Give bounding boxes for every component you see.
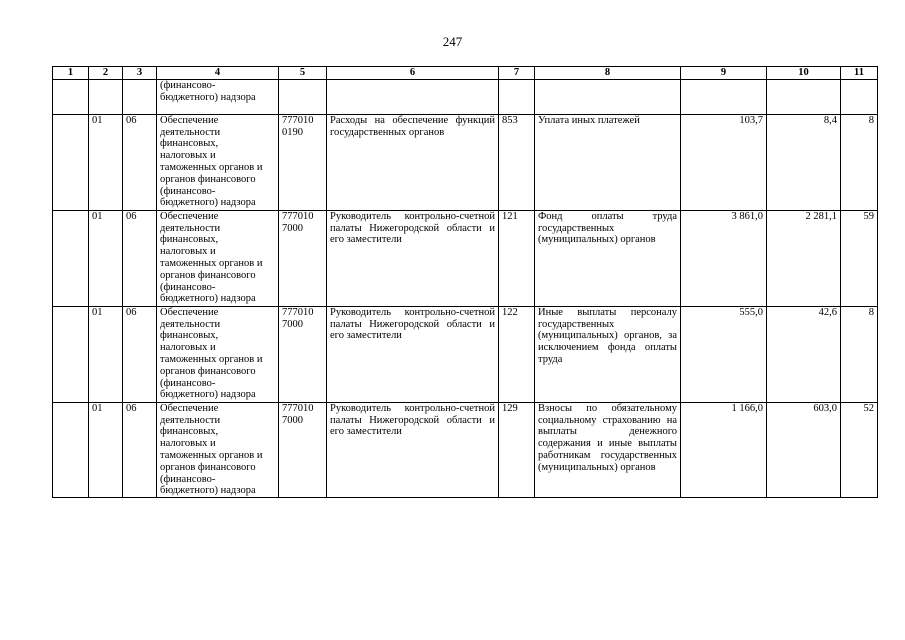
- continuation-row: [53, 79, 878, 114]
- cell-col1: [53, 114, 89, 210]
- actual-amount: 42,6: [767, 306, 841, 402]
- plan-amount: 103,7: [681, 114, 767, 210]
- column-header: 9: [681, 67, 767, 80]
- plan-amount: 3 861,0: [681, 210, 767, 306]
- column-header: 5: [279, 67, 327, 80]
- cell-col1: [53, 402, 89, 497]
- budget-table: [52, 66, 878, 498]
- target-article-code: 777010 0190: [279, 114, 327, 210]
- column-header: 6: [327, 67, 499, 80]
- section-code: 01: [89, 114, 123, 210]
- percent-execution: 8: [841, 306, 878, 402]
- percent-execution: 59: [841, 210, 878, 306]
- page-number: 247: [442, 34, 463, 49]
- expense-type-code: 853: [499, 114, 535, 210]
- column-header: 3: [123, 67, 157, 80]
- table-row: [53, 306, 878, 402]
- purpose-cell: Обеспечение деятельности финансовых, налоговых и таможенных органов и органов финансового (финансово- бюджетного) надзора: [157, 114, 279, 210]
- subsection-code: 06: [123, 306, 157, 402]
- percent-execution: 52: [841, 402, 878, 497]
- purpose-cell: Обеспечение деятельности финансовых, налоговых и таможенных органов и органов финансового (финансово- бюджетного) надзора: [157, 306, 279, 402]
- subsection-code: 06: [123, 210, 157, 306]
- header-row: [53, 67, 878, 80]
- table-row: [53, 402, 878, 497]
- actual-amount: 2 281,1: [767, 210, 841, 306]
- column-header: 1: [53, 67, 89, 80]
- column-header: 11: [841, 67, 878, 80]
- expense-type-name: Иные выплаты персоналу государственных (муниципальных) органов, за исключением фонда оплаты труда: [535, 306, 681, 402]
- subsection-code: 06: [123, 402, 157, 497]
- cell-col1: [53, 306, 89, 402]
- percent-execution: 8: [841, 114, 878, 210]
- plan-amount: 1 166,0: [681, 402, 767, 497]
- section-code: 01: [89, 306, 123, 402]
- target-article-name: Руководитель контрольно-счетной палаты Нижегородской области и его заместители: [327, 306, 499, 402]
- column-header: 2: [89, 67, 123, 80]
- cell-col1: [53, 210, 89, 306]
- expense-type-name: Фонд оплаты труда государственных (муниципальных) органов: [535, 210, 681, 306]
- plan-amount: 555,0: [681, 306, 767, 402]
- column-header: 10: [767, 67, 841, 80]
- expense-type-code: 122: [499, 306, 535, 402]
- target-article-code: 777010 7000: [279, 306, 327, 402]
- column-header: 4: [157, 67, 279, 80]
- section-code: 01: [89, 210, 123, 306]
- actual-amount: 603,0: [767, 402, 841, 497]
- column-header: 7: [499, 67, 535, 80]
- purpose-cell: (финансово- бюджетного) надзора: [157, 79, 279, 114]
- table-row: [53, 210, 878, 306]
- target-article-code: 777010 7000: [279, 210, 327, 306]
- target-article-name: Руководитель контрольно-счетной палаты Нижегородской области и его заместители: [327, 402, 499, 497]
- target-article-name: Руководитель контрольно-счетной палаты Нижегородской области и его заместители: [327, 210, 499, 306]
- expense-type-name: Уплата иных платежей: [535, 114, 681, 210]
- purpose-cell: Обеспечение деятельности финансовых, налоговых и таможенных органов и органов финансового (финансово- бюджетного) надзора: [157, 210, 279, 306]
- target-article-name: Расходы на обеспечение функций государственных органов: [327, 114, 499, 210]
- purpose-cell: Обеспечение деятельности финансовых, налоговых и таможенных органов и органов финансового (финансово- бюджетного) надзора: [157, 402, 279, 497]
- expense-type-code: 129: [499, 402, 535, 497]
- section-code: 01: [89, 402, 123, 497]
- expense-type-code: 121: [499, 210, 535, 306]
- actual-amount: 8,4: [767, 114, 841, 210]
- table-row: [53, 114, 878, 210]
- expense-type-name: Взносы по обязательному социальному страхованию на выплаты денежного содержания и иные выплаты работникам государственных (муниципальных) органов: [535, 402, 681, 497]
- target-article-code: 777010 7000: [279, 402, 327, 497]
- subsection-code: 06: [123, 114, 157, 210]
- column-header: 8: [535, 67, 681, 80]
